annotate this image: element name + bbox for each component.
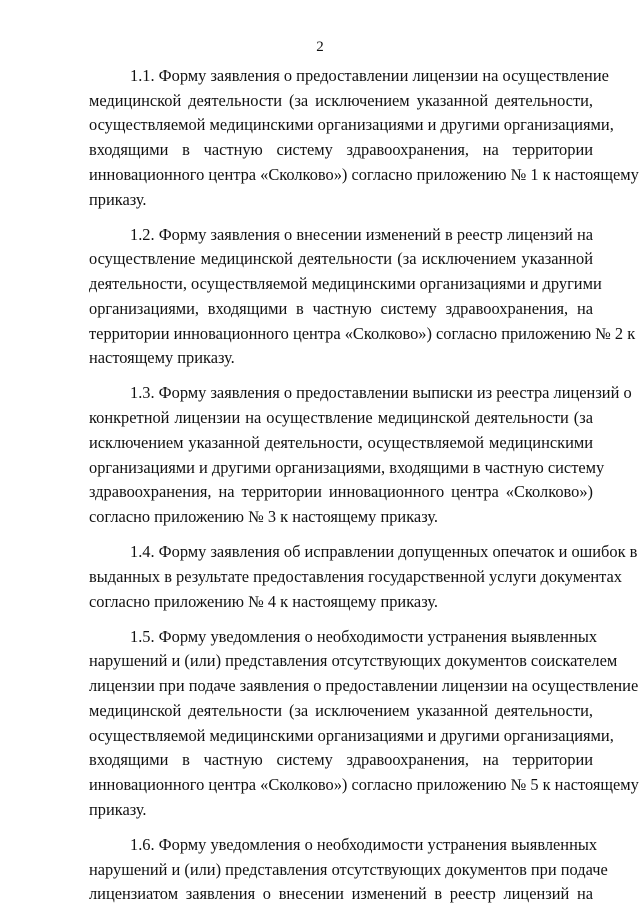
text-line: настоящему приказу. — [89, 348, 235, 368]
text-line: входящими в частную систему здравоохранения, на территории — [89, 750, 593, 770]
paragraph-item-1 — [89, 64, 639, 212]
text-line: организациями и другими организациями, входящими в частную систему — [89, 457, 605, 477]
text-line: согласно приложению № 4 к настоящему приказу. — [89, 591, 438, 611]
text-line: инновационного центра «Сколково») согласно приложению № 1 к настоящему — [89, 164, 639, 184]
paragraph-item-5 — [89, 625, 639, 823]
text-line: лицензиатом заявления о внесении изменений в реестр лицензий на — [89, 884, 593, 904]
paragraph-item-4 — [89, 540, 638, 614]
text-line: медицинской деятельности (за исключением указанной деятельности, — [89, 90, 593, 110]
text-line: исключением указанной деятельности, осуществляемой медицинскими — [89, 432, 593, 452]
text-line: 1.2. Форму заявления о внесении изменений в реестр лицензий на — [130, 224, 593, 244]
text-line: организациями, входящими в частную систему здравоохранения, на — [89, 298, 593, 318]
text-line: осуществляемой медицинскими организациями и другими организациями, — [89, 725, 614, 745]
text-line: 1.1. Форму заявления о предоставлении лицензии на осуществление — [130, 66, 609, 85]
text-line: нарушений и (или) представления отсутствующих документов при подаче — [89, 859, 608, 879]
text-line: конкретной лицензии на осуществление медицинской деятельности (за — [89, 408, 593, 428]
text-line: 1.3. Форму заявления о предоставлении выписки из реестра лицензий о — [130, 383, 632, 403]
text-line: осуществляемой медицинскими организациями и другими организациями, — [89, 115, 614, 135]
text-line: нарушений и (или) представления отсутствующих документов соискателем — [89, 651, 618, 671]
text-line: деятельности, осуществляемой медицинскими организациями и другими — [89, 274, 602, 294]
text-line: осуществление медицинской деятельности (за исключением указанной — [89, 249, 593, 269]
text-line: приказу. — [89, 189, 147, 209]
page-number: 2 — [316, 39, 324, 55]
paragraph-item-2 — [89, 223, 636, 371]
text-line: территории инновационного центра «Сколково») согласно приложению № 2 к — [89, 323, 636, 343]
text-line: 1.6. Форму уведомления о необходимости устранения выявленных — [130, 834, 598, 854]
paragraph-item-6 — [89, 833, 608, 907]
text-line: 1.5. Форму уведомления о необходимости устранения выявленных — [130, 626, 598, 646]
text-line: согласно приложению № 3 к настоящему приказу. — [89, 506, 438, 526]
text-line: выданных в результате предоставления государственной услуги документах — [89, 566, 622, 586]
text-line: медицинской деятельности (за исключением указанной деятельности, — [89, 700, 593, 720]
text-line: лицензии при подаче заявления о предоставлении лицензии на осуществление — [89, 676, 639, 696]
text-line: инновационного центра «Сколково») согласно приложению № 5 к настоящему — [89, 774, 639, 794]
text-line: приказу. — [89, 799, 147, 819]
text-line: здравоохранения, на территории инновационного центра «Сколково») — [89, 482, 593, 502]
text-line: входящими в частную систему здравоохранения, на территории — [89, 140, 593, 160]
document-body — [89, 64, 639, 918]
paragraph-item-3 — [89, 381, 632, 529]
text-line: 1.4. Форму заявления об исправлении допущенных опечаток и ошибок в — [130, 542, 638, 562]
